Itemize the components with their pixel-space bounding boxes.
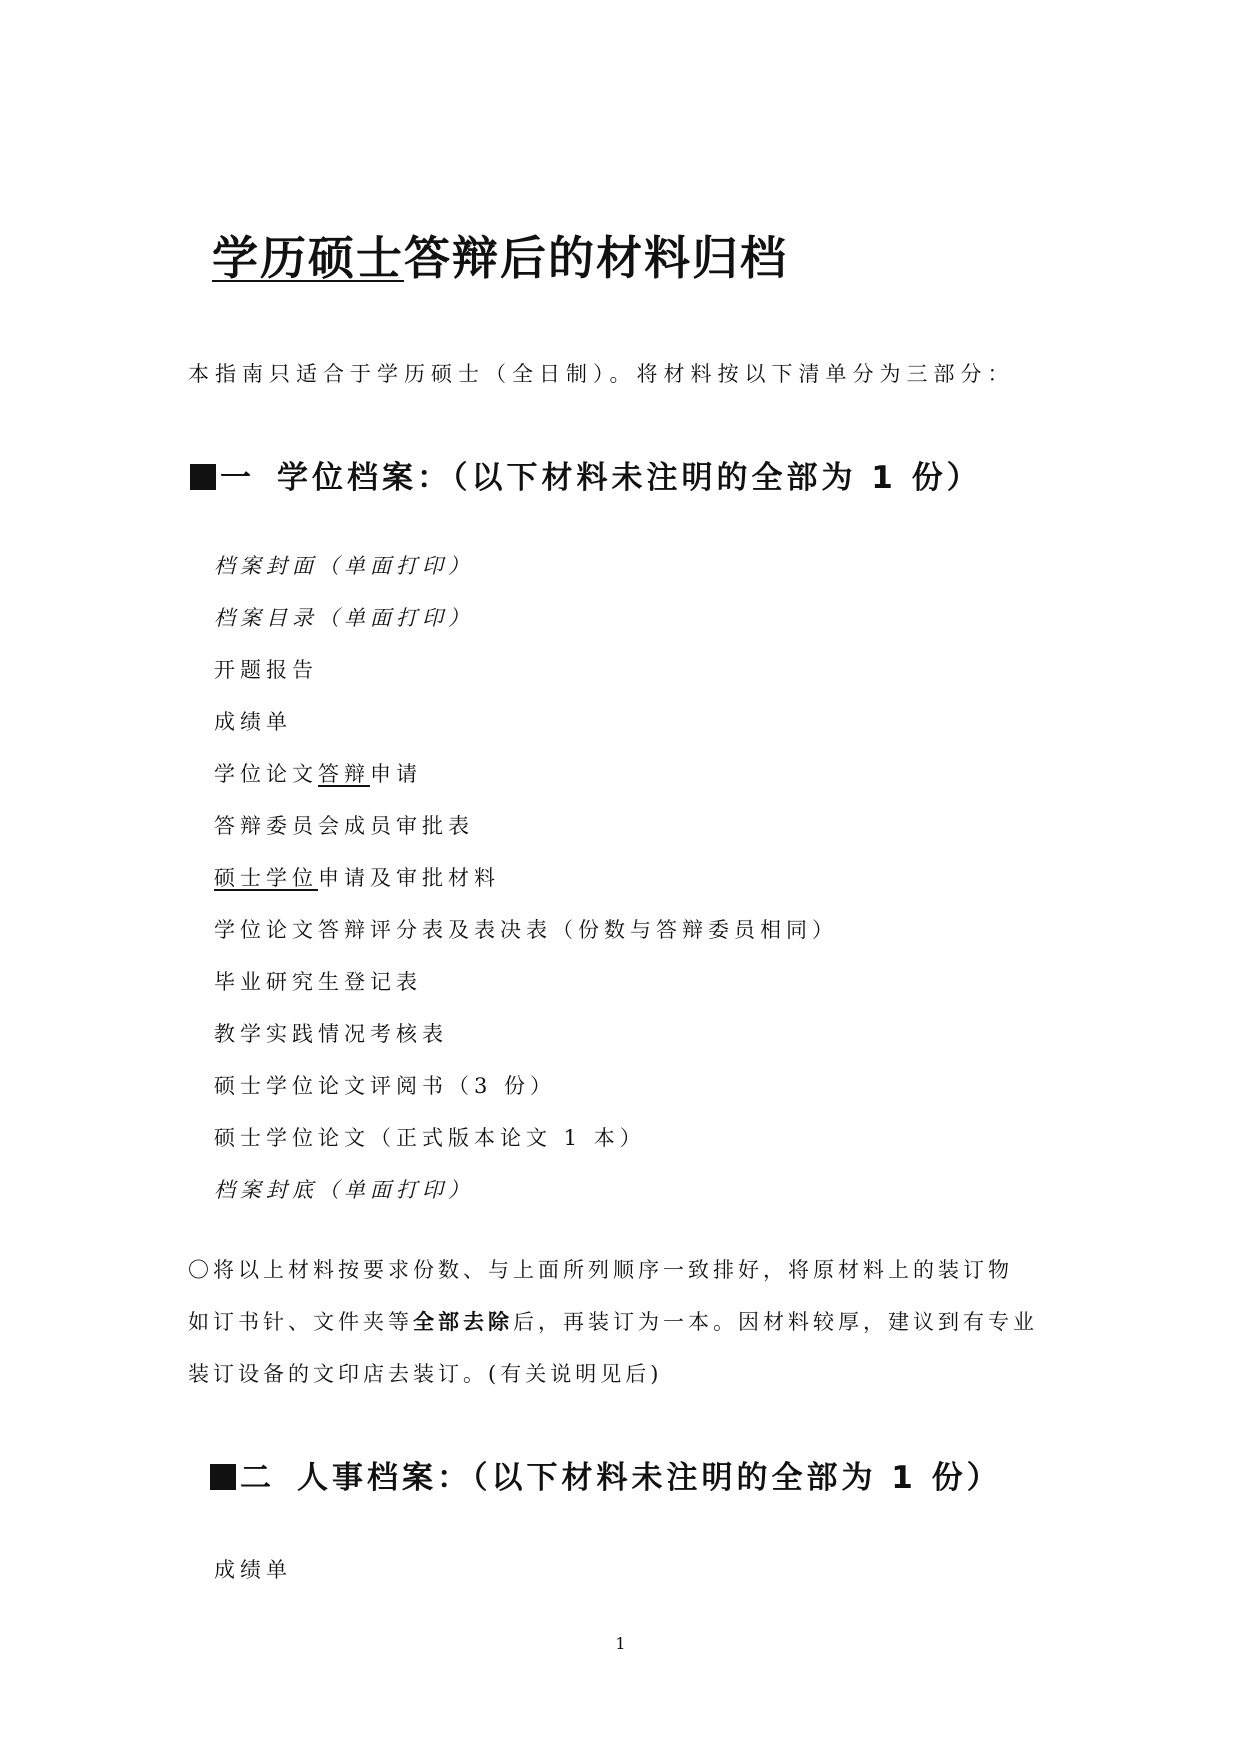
- section-1-item-list: [214, 548, 838, 1224]
- item-underlined-text: 硕士学位: [214, 866, 318, 890]
- list-item: [214, 860, 838, 912]
- list-item: 档案封面（单面打印）: [214, 554, 474, 578]
- list-item: 档案目录（单面打印）: [214, 606, 474, 630]
- item-text: 学位论文: [214, 762, 318, 786]
- binding-note-paragraph: [188, 1252, 1058, 1408]
- item-text: 申请及审批材料: [318, 866, 500, 890]
- note-bold-text: 全部去除: [413, 1310, 513, 1334]
- note-text: 后，再装订为一本。因材料较厚，建议到有专业: [513, 1310, 1038, 1334]
- section-title: 人事档案：（以下材料未注明的全部为 1 份）: [297, 1460, 1002, 1496]
- section-number: 一: [220, 460, 255, 496]
- note-line: 〇将以上材料按要求份数、与上面所列顺序一致排好，将原材料上的装订物: [188, 1258, 1013, 1282]
- square-bullet-icon: [190, 464, 216, 490]
- list-item: 学位论文答辩评分表及表决表（份数与答辩委员相同）: [214, 918, 838, 942]
- list-item: 教学实践情况考核表: [214, 1022, 448, 1046]
- list-item: 答辩委员会成员审批表: [214, 814, 474, 838]
- item-underlined-text: 答辩: [318, 762, 370, 786]
- section-number: 二: [240, 1460, 275, 1496]
- list-item: 成绩单: [214, 710, 292, 734]
- note-line: 装订设备的文印店去装订。(有关说明见后): [188, 1362, 663, 1386]
- list-item: 档案封底（单面打印）: [214, 1178, 474, 1202]
- section-heading-2: [210, 1452, 1002, 1497]
- list-item: 硕士学位论文（正式版本论文 1 本）: [214, 1126, 646, 1150]
- page-number: 1: [615, 1634, 626, 1653]
- note-text: 如订书针、文件夹等: [188, 1310, 413, 1334]
- title-underlined-part: 学历硕士: [212, 231, 404, 285]
- item-text: 申请: [370, 762, 422, 786]
- square-bullet-icon: [210, 1464, 236, 1490]
- section-heading-1: [190, 452, 982, 497]
- section-2-item: 成绩单: [214, 1558, 292, 1582]
- note-line: [188, 1304, 1058, 1356]
- title-rest: 答辩后的材料归档: [404, 231, 788, 285]
- page-title: [212, 222, 788, 288]
- list-item: [214, 756, 838, 808]
- list-item: 硕士学位论文评阅书（3 份）: [214, 1074, 557, 1098]
- list-item: 开题报告: [214, 658, 318, 682]
- list-item: 毕业研究生登记表: [214, 970, 422, 994]
- intro-paragraph: 本指南只适合于学历硕士（全日制）。将材料按以下清单分为三部分：: [188, 362, 1015, 386]
- section-title: 学位档案：（以下材料未注明的全部为 1 份）: [277, 460, 982, 496]
